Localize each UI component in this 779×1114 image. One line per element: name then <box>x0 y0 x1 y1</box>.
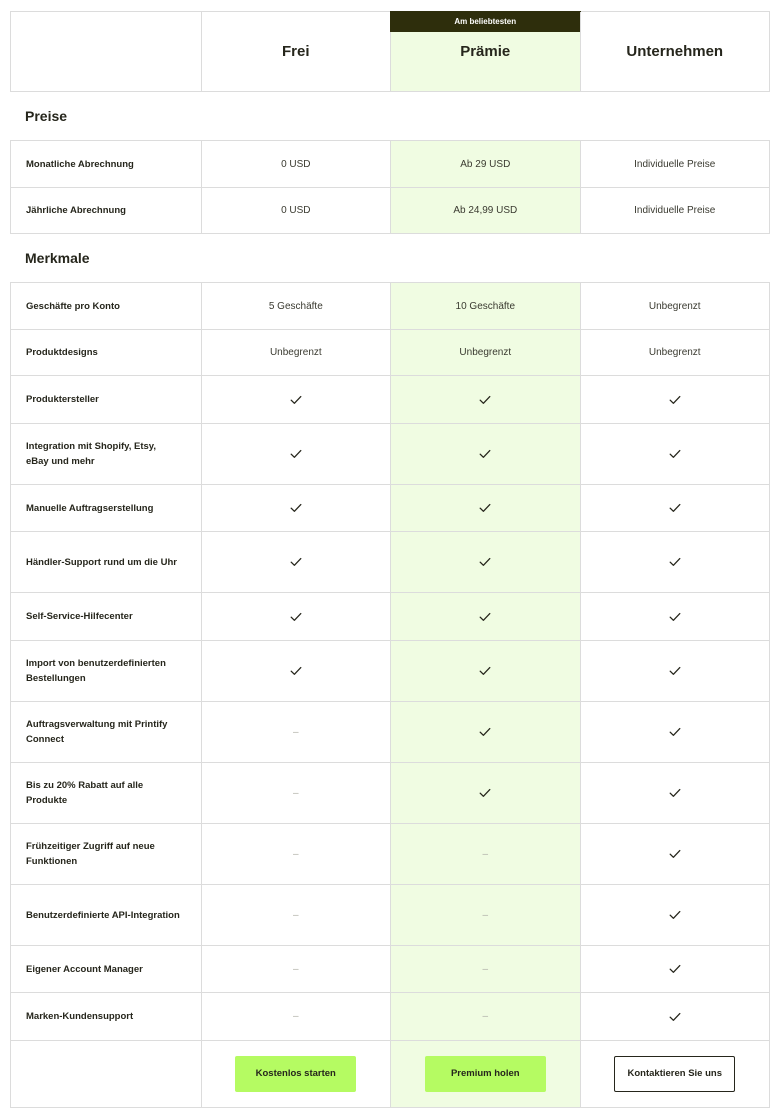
included-cell <box>201 376 390 423</box>
included-cell <box>390 763 579 823</box>
feature-row <box>11 992 769 1040</box>
included-cell <box>580 824 769 884</box>
feature-row-label: Auftragsverwaltung mit Printify Connect <box>26 719 168 745</box>
most-popular-badge: Am beliebtesten <box>390 11 581 32</box>
pricing-value: Ab 29 USD <box>390 141 579 187</box>
pricing-value: Individuelle Preise <box>580 188 769 233</box>
checkmark-icon <box>669 557 681 567</box>
plan-premium-title: Prämie <box>460 43 511 60</box>
not-included-cell <box>201 702 390 762</box>
pricing-value: 0 USD <box>201 141 390 187</box>
feature-row <box>11 945 769 992</box>
plan-header-row <box>10 11 770 92</box>
included-cell <box>390 593 579 640</box>
feature-row <box>11 592 769 640</box>
included-cell <box>390 702 579 762</box>
checkmark-icon <box>479 449 491 459</box>
included-cell <box>580 532 769 592</box>
feature-row <box>11 884 769 945</box>
feature-row-label: Bis zu 20% Rabatt auf alle Produkte <box>26 780 144 806</box>
feature-value: 5 Geschäfte <box>201 283 390 329</box>
included-cell <box>580 702 769 762</box>
included-cell <box>390 485 579 531</box>
checkmark-icon <box>290 557 302 567</box>
checkmark-icon <box>479 557 491 567</box>
included-cell <box>201 424 390 484</box>
feature-row-label: Benutzerdefinierte API-Integration <box>26 909 180 921</box>
included-cell <box>390 532 579 592</box>
included-cell <box>580 641 769 701</box>
checkmark-icon <box>669 849 681 859</box>
included-cell <box>580 485 769 531</box>
checkmark-icon <box>669 612 681 622</box>
plan-free-title: Frei <box>281 43 310 60</box>
checkmark-icon <box>669 964 681 974</box>
included-cell <box>390 376 579 423</box>
feature-row <box>11 762 769 823</box>
included-cell <box>580 376 769 423</box>
checkmark-icon <box>669 503 681 513</box>
start-free-button[interactable]: Kostenlos starten <box>235 1056 356 1092</box>
included-cell <box>390 641 579 701</box>
dash-indicator: – <box>293 963 299 975</box>
feature-row-label: Eigener Account Manager <box>26 963 143 975</box>
dash-indicator: – <box>482 963 489 975</box>
not-included-cell <box>201 885 390 945</box>
checkmark-icon <box>290 612 302 622</box>
pricing-value: Ab 24,99 USD <box>390 188 579 233</box>
checkmark-icon <box>479 503 491 513</box>
feature-row-label: Integration mit Shopify, Etsy, eBay und mehr <box>26 441 157 467</box>
header-empty-cell <box>11 12 201 91</box>
checkmark-icon <box>479 666 491 676</box>
feature-row-label: Manuelle Auftragserstellung <box>26 502 154 514</box>
included-cell <box>580 993 769 1040</box>
pricing-row-label: Monatliche Abrechnung <box>26 158 134 170</box>
included-cell <box>201 485 390 531</box>
get-premium-button[interactable]: Premium holen <box>425 1056 546 1092</box>
not-included-cell <box>201 824 390 884</box>
included-cell <box>580 424 769 484</box>
cta-premium-cell <box>390 1041 580 1107</box>
checkmark-icon <box>669 395 681 405</box>
feature-row-label: Geschäfte pro Konto <box>26 300 120 312</box>
checkmark-icon <box>479 612 491 622</box>
checkmark-icon <box>290 666 302 676</box>
dash-indicator: – <box>482 1011 489 1022</box>
cta-row <box>10 1041 770 1108</box>
checkmark-icon <box>290 503 302 513</box>
pricing-value: 0 USD <box>201 188 390 233</box>
included-cell <box>580 593 769 640</box>
included-cell <box>580 763 769 823</box>
checkmark-icon <box>669 666 681 676</box>
feature-row <box>11 283 769 329</box>
feature-row <box>11 823 769 884</box>
included-cell <box>201 641 390 701</box>
pricing-row-label: Jährliche Abrechnung <box>26 205 126 216</box>
contact-us-button[interactable]: Kontaktieren Sie uns <box>614 1056 735 1092</box>
cta-enterprise-cell <box>580 1041 770 1107</box>
cta-free-cell <box>201 1041 391 1107</box>
plan-free-header <box>201 12 391 91</box>
checkmark-icon <box>669 910 681 920</box>
dash-indicator: – <box>293 848 299 860</box>
checkmark-icon <box>479 727 491 737</box>
feature-row-label: Produktdesigns <box>26 347 98 358</box>
feature-value: Unbegrenzt <box>580 330 769 375</box>
feature-value: 10 Geschäfte <box>390 283 579 329</box>
dash-indicator: – <box>293 726 299 738</box>
feature-row <box>11 701 769 762</box>
included-cell <box>201 532 390 592</box>
section-title-pricing: Preise <box>25 108 68 124</box>
not-included-cell <box>201 993 390 1040</box>
checkmark-icon <box>669 727 681 737</box>
dash-indicator: – <box>482 909 489 921</box>
plan-premium-header <box>390 12 580 91</box>
plan-enterprise-title: Unternehmen <box>626 43 724 60</box>
feature-value: Unbegrenzt <box>201 330 390 375</box>
dash-indicator: – <box>293 787 299 799</box>
checkmark-icon <box>669 449 681 459</box>
section-title-features: Merkmale <box>25 250 90 266</box>
not-included-cell <box>390 885 579 945</box>
feature-row-label: Marken-Kundensupport <box>26 1011 134 1022</box>
checkmark-icon <box>479 788 491 798</box>
pricing-comparison-table <box>10 11 770 1108</box>
checkmark-icon <box>669 1012 681 1022</box>
feature-row-label: Produktersteller <box>26 394 99 405</box>
feature-value: Unbegrenzt <box>580 283 769 329</box>
feature-row <box>11 329 769 375</box>
plan-enterprise-header <box>580 12 770 91</box>
included-cell <box>580 946 769 992</box>
feature-row-label: Händler-Support rund um die Uhr <box>26 556 177 568</box>
dash-indicator: – <box>293 909 299 921</box>
feature-row-label: Import von benutzerdefinierten Bestellungen <box>26 658 166 684</box>
not-included-cell <box>201 763 390 823</box>
feature-row <box>11 375 769 423</box>
checkmark-icon <box>669 788 681 798</box>
not-included-cell <box>390 824 579 884</box>
pricing-row <box>11 141 769 187</box>
checkmark-icon <box>290 395 302 405</box>
checkmark-icon <box>290 449 302 459</box>
feature-row <box>11 531 769 592</box>
included-cell <box>580 885 769 945</box>
pricing-rows <box>10 140 770 234</box>
not-included-cell <box>390 993 579 1040</box>
feature-rows <box>10 282 770 1041</box>
not-included-cell <box>201 946 390 992</box>
cta-empty-cell <box>11 1041 201 1107</box>
checkmark-icon <box>479 395 491 405</box>
included-cell <box>201 593 390 640</box>
included-cell <box>390 424 579 484</box>
feature-row-label: Self-Service-Hilfecenter <box>26 611 133 622</box>
dash-indicator: – <box>293 1011 299 1022</box>
pricing-row <box>11 187 769 233</box>
dash-indicator: – <box>482 848 489 860</box>
pricing-value: Individuelle Preise <box>580 141 769 187</box>
feature-row-label: Frühzeitiger Zugriff auf neue Funktionen <box>26 841 155 867</box>
feature-value: Unbegrenzt <box>390 330 579 375</box>
feature-row <box>11 484 769 531</box>
feature-row <box>11 640 769 701</box>
not-included-cell <box>390 946 579 992</box>
feature-row <box>11 423 769 484</box>
